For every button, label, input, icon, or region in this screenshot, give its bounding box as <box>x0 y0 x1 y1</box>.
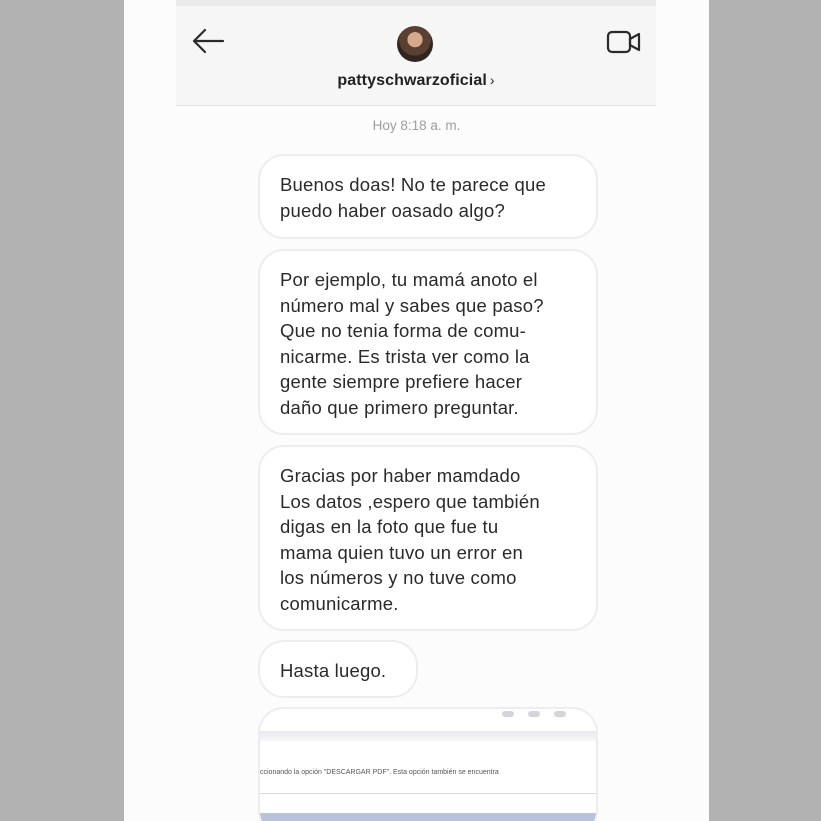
attachment-divider <box>260 793 596 794</box>
message-bubble[interactable]: Buenos doas! No te parece que puedo haber oasado algo? <box>258 154 598 239</box>
message-bubble[interactable]: Por ejemplo, tu mamá anoto el número mal y sabes que paso? Que no tenia forma de comu- nicarme. Es trista ver como la gente siempre prefiere hacer daño que primero preguntar. <box>258 249 598 435</box>
image-attachment-bubble[interactable] <box>258 707 598 821</box>
attachment-text: ccionando la opción "DESCARGAR PDF". Esta opción también se encuentra <box>260 769 499 776</box>
status-bar <box>176 0 656 6</box>
video-camera-icon <box>606 29 642 55</box>
back-button[interactable] <box>190 26 226 56</box>
attachment-footer-band <box>260 813 596 821</box>
avatar[interactable] <box>397 26 433 62</box>
message-timestamp: Hoy 8:18 a. m. <box>372 118 461 133</box>
chevron-right-icon: › <box>489 72 495 88</box>
message-bubble[interactable]: Gracias por haber mamdado Los datos ,espero que también digas en la foto que fue tu mama quien tuvo un error en los números y no tuve como comunicarme. <box>258 445 598 631</box>
phone-screen <box>124 0 709 821</box>
arrow-left-icon <box>190 26 226 56</box>
username-text: pattyschwarzoficial <box>337 72 487 89</box>
chat-header <box>176 0 656 106</box>
attachment-header-band <box>260 731 596 741</box>
video-call-button[interactable] <box>606 29 642 55</box>
message-bubble[interactable]: Hasta luego. <box>258 640 418 698</box>
profile-username-link[interactable] <box>176 72 656 90</box>
attachment-toolbar-fragment <box>502 711 566 717</box>
